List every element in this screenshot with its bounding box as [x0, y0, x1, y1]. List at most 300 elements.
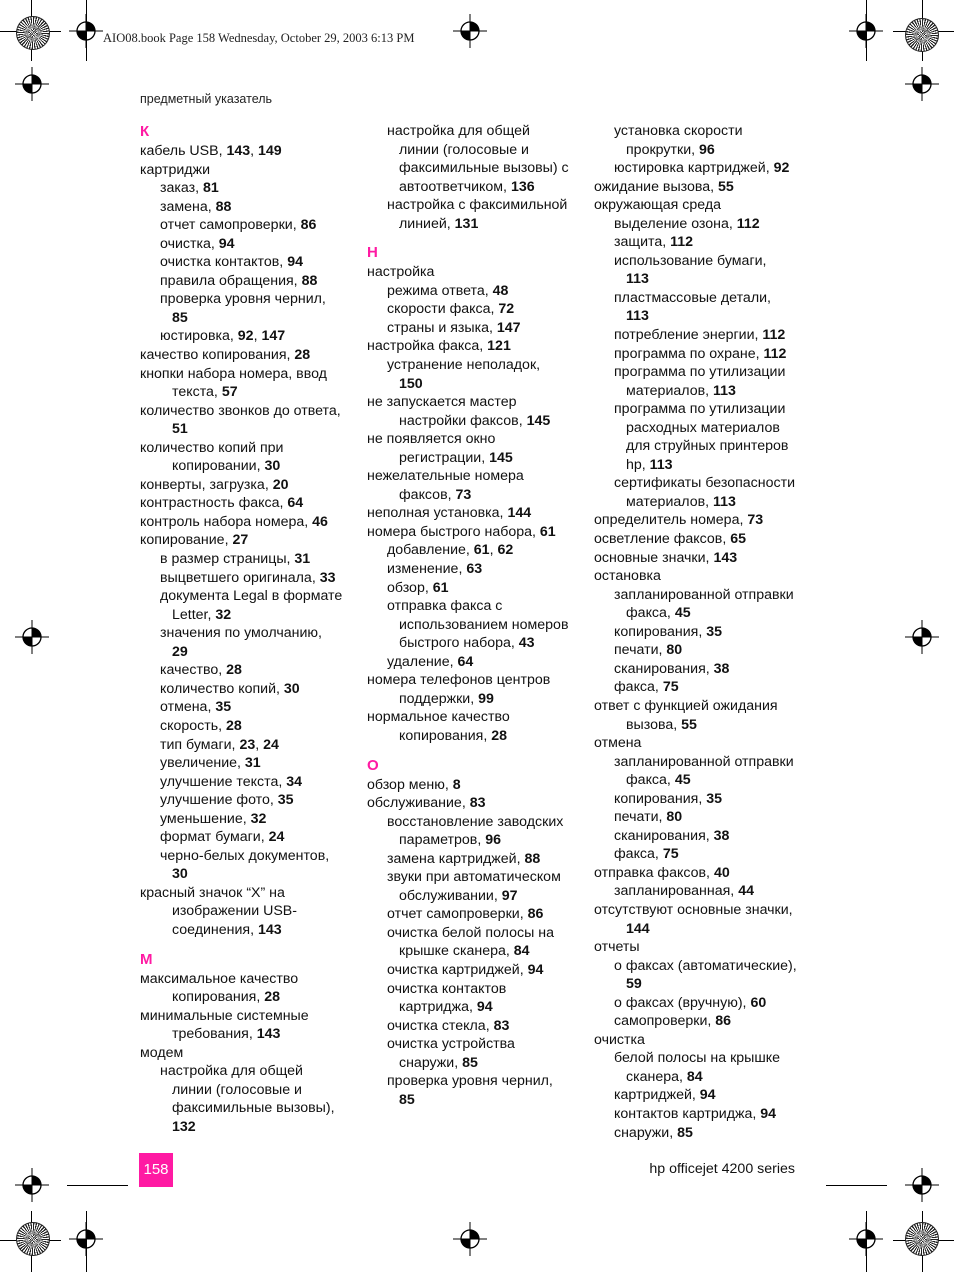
- index-entry: [594, 641, 809, 660]
- page-reference[interactable]: 64: [287, 495, 304, 512]
- index-entry: [140, 383, 355, 402]
- index-entry: [594, 716, 809, 735]
- page-reference[interactable]: 150: [399, 375, 423, 392]
- page-reference[interactable]: 20: [272, 476, 289, 493]
- index-entry-text: запланированная,: [614, 883, 739, 900]
- index-entry-text: факсимильные вызовы) с: [399, 160, 569, 177]
- index-entry: [594, 326, 809, 345]
- index-entry-text: уменьшение,: [160, 810, 251, 827]
- registration-crosshair-icon: [453, 14, 487, 48]
- page-reference[interactable]: 61: [473, 542, 490, 559]
- page-reference[interactable]: 85: [677, 1124, 693, 1141]
- page-reference[interactable]: 96: [485, 832, 502, 849]
- page-reference[interactable]: 97: [501, 887, 518, 904]
- index-entry-text: качество,: [160, 662, 227, 679]
- page-reference[interactable]: 31: [244, 755, 261, 772]
- page-reference[interactable]: 35: [706, 623, 723, 640]
- index-entry: [594, 289, 809, 308]
- index-entry: [594, 864, 809, 883]
- page-reference[interactable]: 112: [670, 234, 693, 251]
- index-entry-text: текста,: [172, 384, 222, 401]
- index-entry: [594, 400, 809, 419]
- page-reference[interactable]: 32: [250, 810, 267, 827]
- page-reference[interactable]: 65: [730, 531, 747, 548]
- registration-crosshair-icon: [69, 14, 103, 48]
- page-reference[interactable]: 99: [478, 690, 494, 707]
- page-reference[interactable]: 29: [172, 643, 188, 660]
- page-reference[interactable]: 112: [763, 345, 787, 362]
- index-entry-text: о факсах (вручную),: [614, 994, 751, 1011]
- page-reference[interactable]: 85: [462, 1054, 478, 1071]
- registration-crosshair-icon: [849, 1222, 883, 1256]
- page-reference[interactable]: 94: [760, 1105, 777, 1122]
- page-reference[interactable]: 27: [232, 532, 249, 549]
- page-reference[interactable]: 62: [497, 542, 514, 559]
- page-reference[interactable]: 80: [666, 642, 683, 659]
- registration-crosshair-icon: [849, 14, 883, 48]
- index-entry: [367, 393, 582, 412]
- index-entry: [594, 178, 809, 197]
- index-entry: [140, 643, 355, 662]
- page-reference[interactable]: 23: [239, 736, 256, 753]
- index-entry-text: очистка: [594, 1031, 645, 1048]
- page-reference[interactable]: 28: [226, 717, 242, 734]
- index-entry: [594, 734, 809, 753]
- index-entry-text: копирования,: [399, 727, 492, 744]
- index-entry: [594, 1049, 809, 1068]
- index-entry: [140, 1062, 355, 1081]
- index-entry-text: конверты, загрузка,: [140, 476, 273, 493]
- index-entry: [140, 569, 355, 588]
- index-entry: [140, 439, 355, 458]
- page-reference[interactable]: 136: [510, 178, 535, 195]
- registration-crosshair-icon: [15, 620, 49, 654]
- page-reference[interactable]: 33: [319, 569, 336, 586]
- index-entry-text: улучшение фото,: [160, 792, 278, 809]
- index-entry: [367, 1035, 582, 1054]
- index-entry-text: копирования,: [614, 790, 707, 807]
- index-entry: [594, 920, 809, 939]
- index-entry: [140, 531, 355, 550]
- index-entry: [140, 253, 355, 272]
- index-entry-text: обзор,: [387, 579, 433, 596]
- page-reference[interactable]: 60: [750, 994, 767, 1011]
- page-reference[interactable]: 73: [747, 512, 764, 529]
- index-entry: [367, 924, 582, 943]
- page-reference[interactable]: 55: [681, 716, 697, 733]
- index-entry-text: увеличение,: [160, 755, 245, 772]
- index-entry: [367, 141, 582, 160]
- index-entry: [367, 597, 582, 616]
- index-entry: юстировка, 92, 147: [160, 328, 286, 345]
- index-entry-text: настройка с факсимильной: [387, 197, 568, 214]
- page-reference[interactable]: 113: [713, 382, 736, 399]
- page-reference[interactable]: 143: [256, 1026, 281, 1043]
- index-entry-text: качество копирования,: [140, 347, 295, 364]
- index-entry-text: отчет самопроверки,: [160, 217, 301, 234]
- index-entry: [594, 141, 809, 160]
- page-reference[interactable]: 24: [268, 829, 285, 846]
- page-reference[interactable]: 145: [489, 449, 513, 466]
- index-entry: [367, 708, 582, 727]
- page-reference[interactable]: 144: [626, 920, 650, 937]
- index-entry-text: печати,: [614, 642, 667, 659]
- index-entry-text: поддержки,: [399, 690, 479, 707]
- index-entry-text: отправка факсов,: [594, 864, 714, 881]
- registration-crosshair-icon: [15, 1168, 49, 1202]
- index-entry: [140, 1007, 355, 1026]
- index-entry-text: обслуживание,: [367, 795, 470, 812]
- page-reference[interactable]: 84: [513, 943, 530, 960]
- page-reference[interactable]: 88: [215, 198, 232, 215]
- index-entry: [594, 845, 809, 864]
- index-entry: [367, 671, 582, 690]
- index-entry: [140, 624, 355, 643]
- index-entry-text: настройка для общей: [160, 1063, 303, 1080]
- page-reference[interactable]: 46: [312, 513, 328, 530]
- index-entry: [367, 942, 582, 961]
- index-entry-text: формат бумаги,: [160, 829, 269, 846]
- index-entry: [594, 790, 809, 809]
- registration-sunburst-icon: [905, 1222, 939, 1256]
- page-reference[interactable]: 86: [527, 906, 544, 923]
- page-reference[interactable]: 30: [283, 680, 300, 697]
- page-reference[interactable]: 112: [762, 327, 786, 344]
- index-entry-text: скорости факса,: [387, 301, 499, 318]
- index-entry: [594, 382, 809, 401]
- index-entry: [594, 437, 809, 456]
- index-entry: [140, 921, 355, 940]
- index-entry: [367, 486, 582, 505]
- index-entry-text: материалов,: [626, 382, 714, 399]
- index-entry-text: снаружи,: [399, 1054, 463, 1071]
- page-reference[interactable]: 96: [699, 141, 715, 158]
- index-entry-text: замена картриджей,: [387, 850, 525, 867]
- page-reference[interactable]: 32: [215, 606, 232, 623]
- page-reference[interactable]: 145: [526, 412, 551, 429]
- index-entry: [594, 363, 809, 382]
- page-reference[interactable]: 94: [527, 961, 544, 978]
- page-reference[interactable]: 59: [626, 976, 642, 993]
- index-entry: [140, 216, 355, 235]
- index-entry: [367, 356, 582, 375]
- index-entry: [140, 902, 355, 921]
- index-entry: [367, 560, 582, 579]
- index-entry: [367, 579, 582, 598]
- index-entry-text: пластмассовые детали,: [614, 289, 771, 306]
- registration-crosshair-icon: [453, 1222, 487, 1256]
- index-entry: [594, 1124, 809, 1143]
- index-entry: [140, 513, 355, 532]
- index-entry-text: очистка,: [160, 235, 219, 252]
- index-entry-text: белой полосы на крышке: [614, 1050, 781, 1067]
- index-entry: [367, 794, 582, 813]
- index-entry: [367, 998, 582, 1017]
- index-entry-text: запланированной отправки: [614, 586, 794, 603]
- index-entry: [594, 901, 809, 920]
- page-reference[interactable]: 94: [218, 235, 235, 252]
- page-reference[interactable]: 94: [287, 254, 303, 271]
- page-reference[interactable]: 34: [286, 773, 302, 790]
- page-reference[interactable]: 28: [491, 727, 508, 744]
- index-entry: [594, 678, 809, 697]
- index-entry-text: значения по умолчанию,: [160, 625, 322, 642]
- index-entry-text: быстрого набора,: [399, 635, 519, 652]
- index-entry-text: факса,: [614, 679, 663, 696]
- page-reference[interactable]: 40: [713, 864, 730, 881]
- index-entry-text: копирования,: [614, 623, 707, 640]
- index-entry-text: Letter,: [172, 606, 216, 623]
- index-entry: [367, 215, 582, 234]
- index-entry-text: нежелательные номера: [367, 468, 524, 485]
- page-reference[interactable]: 131: [454, 215, 479, 232]
- index-entry: [140, 1081, 355, 1100]
- index-entry-text: обзор меню,: [367, 776, 453, 793]
- registration-sunburst-icon: [16, 16, 50, 50]
- index-entry: [594, 307, 809, 326]
- index-entry: [367, 776, 582, 795]
- page-reference[interactable]: 143: [257, 921, 282, 938]
- registration-crosshair-icon: [15, 67, 49, 101]
- index-entry: [594, 122, 809, 141]
- index-entry: [594, 493, 809, 512]
- page-reference[interactable]: 28: [294, 347, 311, 364]
- index-entry: [140, 970, 355, 989]
- index-entry-text: факсов,: [399, 486, 456, 503]
- index-entry: [367, 375, 582, 394]
- index-entry: [594, 994, 809, 1013]
- index-entry-text: программа по утилизации: [614, 364, 786, 381]
- page-reference[interactable]: 38: [713, 827, 730, 844]
- page-reference[interactable]: 48: [492, 282, 509, 299]
- page-reference[interactable]: 63: [466, 561, 483, 578]
- page-reference[interactable]: 45: [674, 605, 691, 622]
- index-entry: [367, 1054, 582, 1073]
- index-entry-text: линии (голосовые и: [399, 141, 529, 158]
- index-entry-text: картриджей,: [614, 1087, 700, 1104]
- index-column-1: [140, 122, 355, 1136]
- index-entry-text: замена,: [160, 198, 216, 215]
- print-slug: AIO08.book Page 158 Wednesday, October 29, 2003 6:13 PM: [103, 31, 415, 45]
- index-entry-text: соединения,: [172, 921, 258, 938]
- index-entry-text: использованием номеров: [399, 616, 569, 633]
- page-reference[interactable]: 143: [713, 549, 738, 566]
- index-entry-text: картриджа,: [399, 999, 477, 1016]
- page-reference[interactable]: 51: [172, 421, 188, 438]
- index-entry-text: кабель USB,: [140, 143, 227, 159]
- index-entry: [140, 161, 355, 180]
- index-entry-text: установка скорости: [614, 123, 743, 139]
- index-entry: [140, 828, 355, 847]
- index-entry-text: юстировка,: [160, 328, 238, 345]
- page-reference[interactable]: 85: [172, 309, 188, 326]
- page-reference[interactable]: 73: [455, 486, 472, 503]
- index-entry: [140, 791, 355, 810]
- index-entry-text: окружающая среда: [594, 197, 722, 214]
- page-reference[interactable]: 61: [539, 523, 556, 540]
- index-entry: [367, 196, 582, 215]
- index-entry-text: использование бумаги,: [614, 252, 767, 269]
- index-entry: [367, 868, 582, 887]
- index-entry: [367, 337, 582, 356]
- index-entry-text: красный значок “X” на: [140, 884, 285, 901]
- page-reference[interactable]: 86: [715, 1013, 732, 1030]
- registration-sunburst-icon: [905, 18, 939, 52]
- index-entry: [140, 847, 355, 866]
- index-entry-text: обслуживании,: [399, 887, 502, 904]
- index-entry-text: очистка контактов,: [160, 254, 288, 271]
- index-entry: [140, 865, 355, 884]
- page-reference[interactable]: 144: [507, 505, 532, 522]
- page-reference[interactable]: 113: [626, 308, 649, 325]
- registration-crosshair-icon: [905, 620, 939, 654]
- index-entry: [367, 831, 582, 850]
- index-entry-text: номера быстрого набора,: [367, 523, 540, 540]
- page-reference[interactable]: 75: [662, 679, 679, 696]
- running-head: предметный указатель: [140, 92, 273, 106]
- index-entry-text: тип бумаги,: [160, 736, 240, 753]
- index-entry-text: требования,: [172, 1026, 257, 1043]
- index-entry: [594, 1012, 809, 1031]
- index-entry-text: номера телефонов центров: [367, 672, 551, 689]
- page-reference[interactable]: 92: [237, 328, 254, 345]
- index-entry: [140, 698, 355, 717]
- page-reference[interactable]: 8: [452, 776, 461, 793]
- page-reference[interactable]: 30: [264, 458, 281, 475]
- index-entry: [140, 717, 355, 736]
- page-reference[interactable]: 57: [221, 384, 238, 401]
- page-reference[interactable]: 64: [457, 653, 474, 670]
- page-reference[interactable]: 147: [496, 319, 521, 336]
- index-entry: [367, 449, 582, 468]
- index-entry: [594, 1068, 809, 1087]
- index-entry-text: проверка уровня чернил,: [387, 1073, 553, 1090]
- index-entry-text: настройка факса,: [367, 338, 488, 355]
- index-entry: [367, 653, 582, 672]
- index-entry-text: картриджи: [140, 161, 210, 178]
- page-reference[interactable]: 44: [738, 883, 754, 900]
- page-reference[interactable]: 75: [662, 846, 679, 863]
- page-reference[interactable]: 80: [666, 809, 683, 826]
- index-entry: [367, 412, 582, 431]
- page-reference[interactable]: 83: [493, 1017, 510, 1034]
- page-reference[interactable]: 35: [215, 699, 232, 716]
- registration-crosshair-icon: [905, 1168, 939, 1202]
- page-reference[interactable]: 94: [476, 999, 493, 1016]
- index-entry-text: отчет самопроверки,: [387, 906, 528, 923]
- page-reference[interactable]: 85: [399, 1091, 415, 1108]
- index-entry-text: выцветшего оригинала,: [160, 569, 320, 586]
- index-entry-text: отчеты: [594, 939, 640, 956]
- page-reference[interactable]: 35: [706, 790, 723, 807]
- page-reference[interactable]: 147: [261, 328, 286, 345]
- page-reference[interactable]: 28: [264, 989, 281, 1006]
- index-entry: [140, 661, 355, 680]
- index-entry: [367, 178, 582, 197]
- page-reference[interactable]: 81: [203, 180, 219, 197]
- index-entry-text: юстировка картриджей,: [614, 160, 774, 177]
- index-entry: [367, 1017, 582, 1036]
- index-entry-text: материалов,: [626, 493, 714, 510]
- index-entry-text: программа по охране,: [614, 345, 764, 362]
- index-entry: [140, 235, 355, 254]
- page-reference[interactable]: 132: [172, 1118, 196, 1135]
- page-reference[interactable]: 113: [626, 271, 649, 288]
- index-entry-text: регистрации,: [399, 449, 490, 466]
- page-reference[interactable]: 113: [649, 456, 673, 473]
- index-entry: тип бумаги, 23, 24: [160, 736, 279, 753]
- page-reference[interactable]: 88: [524, 850, 541, 867]
- page-reference[interactable]: 38: [713, 660, 730, 677]
- index-entry: [140, 884, 355, 903]
- page-reference[interactable]: 121: [487, 338, 511, 355]
- index-entry: [367, 905, 582, 924]
- index-entry-text: очистка контактов: [387, 980, 507, 997]
- index-entry: [594, 159, 809, 178]
- page-reference[interactable]: 84: [686, 1068, 703, 1085]
- page-reference[interactable]: 45: [674, 772, 691, 789]
- page-reference[interactable]: 30: [172, 866, 188, 883]
- index-entry-text: прокрутки,: [626, 141, 700, 158]
- page-reference[interactable]: 149: [258, 143, 282, 159]
- index-entry-text: расходных материалов: [626, 419, 780, 436]
- index-entry: [140, 402, 355, 421]
- page-reference[interactable]: 92: [773, 160, 790, 177]
- index-entry-text: количество копий,: [160, 680, 284, 697]
- page-reference[interactable]: 43: [518, 635, 535, 652]
- page-reference[interactable]: 86: [300, 217, 317, 234]
- index-entry-text: очистка стекла,: [387, 1017, 494, 1034]
- page-reference[interactable]: 88: [301, 272, 318, 289]
- index-entry-text: отсутствуют основные значки,: [594, 901, 793, 918]
- page-reference[interactable]: 35: [277, 792, 294, 809]
- index-entry: [594, 586, 809, 605]
- page-reference[interactable]: 72: [498, 301, 515, 318]
- crop-mark: [67, 1185, 128, 1186]
- page-reference[interactable]: 143: [226, 143, 251, 159]
- index-entry: [140, 988, 355, 1007]
- index-entry: [367, 504, 582, 523]
- index-entry: [140, 1025, 355, 1044]
- page-reference[interactable]: 55: [718, 178, 734, 195]
- index-entry-text: документа Legal в формате: [160, 588, 343, 605]
- page-reference[interactable]: 94: [699, 1087, 716, 1104]
- index-entry: [367, 467, 582, 486]
- index-entry: [140, 420, 355, 439]
- page-reference[interactable]: 113: [713, 493, 736, 510]
- index-entry: [594, 975, 809, 994]
- page-reference[interactable]: 112: [736, 215, 760, 232]
- page-reference[interactable]: 28: [226, 662, 242, 679]
- index-entry: [594, 567, 809, 586]
- index-entry: [367, 300, 582, 319]
- index-entry-text: крышке сканера,: [399, 943, 514, 960]
- index-entry-text: линией,: [399, 215, 455, 232]
- index-entry-text: удаление,: [387, 653, 458, 670]
- index-entry-text: контактов картриджа,: [614, 1105, 761, 1122]
- page-reference[interactable]: 61: [432, 579, 449, 596]
- page-reference[interactable]: 83: [469, 795, 486, 812]
- page-reference[interactable]: 31: [294, 551, 311, 568]
- index-entry-text: очистка белой полосы на: [387, 924, 554, 941]
- index-entry-text: восстановление заводских: [387, 813, 564, 830]
- index-entry: [367, 430, 582, 449]
- page-reference[interactable]: 24: [263, 736, 279, 753]
- index-entry-text: контрастность факса,: [140, 495, 288, 512]
- index-entry-text: основные значки,: [594, 549, 714, 566]
- index-column-3: [594, 122, 809, 1142]
- index-entry: [367, 850, 582, 869]
